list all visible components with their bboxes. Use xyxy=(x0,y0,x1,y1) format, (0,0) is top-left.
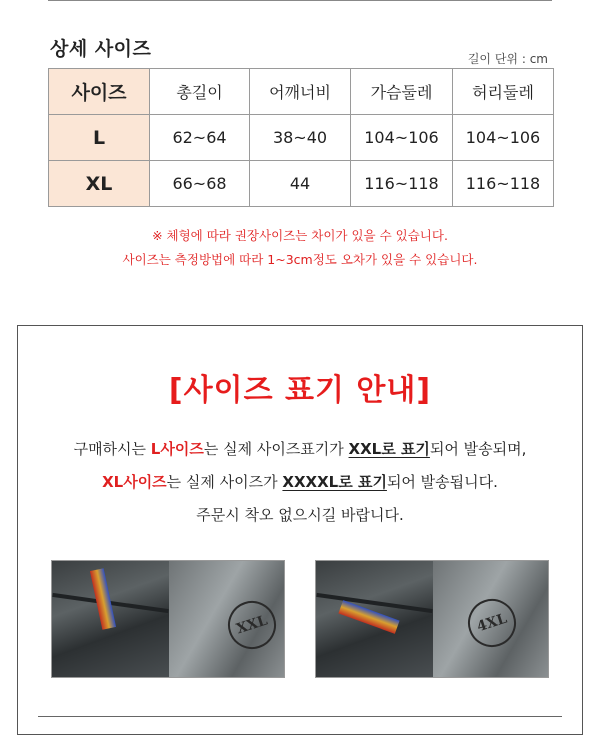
guide-line-3: 주문시 착오 없으시길 바랍니다. xyxy=(196,506,404,524)
header-cell: 어깨너비 xyxy=(250,69,351,115)
note-line: ※ 체형에 따라 권장사이즈는 차이가 있을 수 있습니다. xyxy=(152,228,448,243)
header-cell: 사이즈 xyxy=(49,69,150,115)
size-cell: XL xyxy=(49,161,150,207)
guide-title: [사이즈 표기 안내] xyxy=(168,373,432,408)
text: 되어 발송됩니다. xyxy=(386,473,498,491)
table-cell: 66~68 xyxy=(150,161,250,207)
highlight-size: L사이즈 xyxy=(150,440,204,458)
highlight-label: XXL로 표기 xyxy=(348,440,430,458)
text: 는 실제 사이즈표기가 xyxy=(203,440,349,458)
top-divider xyxy=(48,0,552,1)
table-cell: 116~118 xyxy=(351,161,453,207)
product-photo xyxy=(51,560,285,678)
table-cell: 44 xyxy=(250,161,351,207)
table-cell: 38~40 xyxy=(250,115,351,161)
section-title: 상세 사이즈 xyxy=(50,38,152,60)
table-cell: 62~64 xyxy=(150,115,250,161)
size-cell: L xyxy=(49,115,150,161)
highlight-label: XXXXL로 표기 xyxy=(282,473,387,491)
highlight-size: XL사이즈 xyxy=(102,473,167,491)
header-cell: 총길이 xyxy=(150,69,250,115)
product-photo xyxy=(315,560,549,678)
table-header-row xyxy=(49,69,554,115)
guide-line-1 xyxy=(0,438,600,459)
size-stamp: 4XL xyxy=(462,593,522,653)
text: 되어 발송되며, xyxy=(429,440,527,458)
guide-line-2 xyxy=(0,471,600,492)
size-table xyxy=(48,68,554,207)
table-row xyxy=(49,115,554,161)
header-cell: 허리둘레 xyxy=(453,69,554,115)
table-row xyxy=(49,161,554,207)
text: 구매하시는 xyxy=(73,440,151,458)
table-cell: 104~106 xyxy=(351,115,453,161)
size-stamp: XXL xyxy=(222,595,282,655)
header-cell: 가슴둘레 xyxy=(351,69,453,115)
note-line: 사이즈는 측정방법에 따라 1~3cm정도 오차가 있을 수 있습니다. xyxy=(122,252,478,267)
unit-label: 길이 단위 : cm xyxy=(467,52,548,66)
bottom-divider xyxy=(38,716,562,717)
text: 는 실제 사이즈가 xyxy=(166,473,283,491)
table-cell: 104~106 xyxy=(453,115,554,161)
table-cell: 116~118 xyxy=(453,161,554,207)
